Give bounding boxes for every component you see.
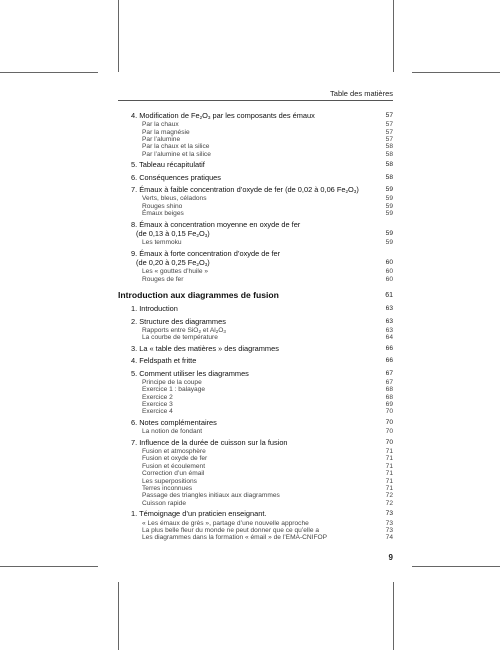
toc-page-number: 60 — [385, 268, 393, 276]
toc-entry-title: 8. Émaux à concentration moyenne en oxyde de fer — [131, 219, 301, 229]
toc-entry-title: Les superpositions — [142, 477, 197, 485]
toc-entry[interactable] — [118, 161, 393, 170]
crop-mark-bottom-right-h — [412, 566, 500, 567]
toc-page-number: 58 — [385, 161, 393, 169]
toc-entry-title: Par la chaux — [142, 121, 179, 129]
table-of-contents — [118, 112, 393, 542]
toc-page-number: 58 — [385, 150, 393, 158]
toc-page-number: 57 — [385, 112, 393, 119]
toc-entry-title: Les temmoku — [142, 239, 182, 247]
toc-subentry[interactable] — [118, 448, 393, 455]
toc-page-number: 69 — [385, 401, 393, 409]
toc-entry[interactable] — [118, 419, 393, 428]
toc-subentry[interactable] — [118, 334, 393, 341]
toc-page-number: 58 — [385, 173, 393, 181]
crop-mark-top-left-h — [0, 72, 98, 73]
toc-subentry[interactable] — [118, 500, 393, 507]
toc-entry[interactable] — [118, 370, 393, 379]
toc-page-number: 73 — [385, 510, 393, 518]
toc-subentry[interactable] — [118, 428, 393, 435]
toc-subentry[interactable] — [118, 327, 393, 334]
toc-entry-title: Exercice 3 — [142, 401, 173, 409]
toc-entry[interactable] — [118, 112, 393, 121]
crop-mark-top-left-v — [118, 0, 119, 72]
toc-entry-title: 4. Feldspath et fritte — [131, 356, 197, 366]
toc-page-number: 71 — [385, 477, 393, 485]
toc-page-number: 59 — [385, 195, 393, 203]
toc-entry-title: Rouges shino — [142, 202, 183, 210]
toc-page-number: 59 — [385, 186, 393, 194]
toc-entry-title: Fusion et atmosphère — [142, 448, 206, 456]
toc-subentry[interactable] — [118, 520, 393, 527]
toc-subentry[interactable] — [118, 478, 393, 485]
toc-subentry[interactable] — [118, 492, 393, 499]
toc-subentry[interactable] — [118, 534, 393, 541]
toc-entry-title: La notion de fondant — [142, 428, 203, 436]
toc-entry[interactable] — [118, 357, 393, 366]
toc-page-number: 59 — [385, 239, 393, 247]
toc-subentry[interactable] — [118, 401, 393, 408]
toc-entry-title: Les « gouttes d’huile » — [142, 268, 208, 276]
toc-entry-title: 7. Émaux à faible concentration d’oxyde de fer (de 0,02 à 0,06 $Fe_2O_3$) — [131, 185, 359, 195]
toc-subentry[interactable] — [118, 143, 393, 150]
crop-mark-bottom-left-v — [118, 582, 119, 650]
toc-entry[interactable] — [118, 174, 393, 183]
toc-page-number: 59 — [385, 210, 393, 218]
toc-entry-title: Rouges de fer — [142, 275, 184, 283]
toc-entry[interactable] — [118, 345, 393, 354]
toc-page-number: 63 — [385, 326, 393, 334]
toc-entry-title: Par la chaux et la silice — [142, 143, 210, 151]
toc-page-number: 73 — [385, 527, 393, 535]
toc-entry-title: Par la magnésie — [142, 128, 190, 136]
toc-entry-title: Fusion et oxyde de fer — [142, 455, 208, 463]
toc-entry-title: La courbe de température — [142, 334, 218, 342]
toc-subentry[interactable] — [118, 470, 393, 477]
toc-page-number: 63 — [385, 305, 393, 313]
toc-entry-title: Par l’alumine — [142, 136, 181, 144]
toc-subentry[interactable] — [118, 485, 393, 492]
toc-entry-title: 4. Modification de $Fe_2O_3$ par les composants des émaux — [131, 111, 315, 120]
toc-page-number: 57 — [385, 128, 393, 136]
toc-entry-title: Cuisson rapide — [142, 499, 186, 507]
toc-entry-title: « Les émaux de grès », partage d’une nouvelle approche — [142, 519, 309, 527]
toc-entry[interactable] — [118, 305, 393, 314]
toc-entry-title: 6. Notes complémentaires — [131, 418, 217, 428]
crop-mark-top-right-h — [412, 72, 500, 73]
toc-entry-title: Exercice 1 : balayage — [142, 386, 206, 394]
toc-page-number: 57 — [385, 121, 393, 129]
toc-entry-title: 3. La « table des matières » des diagrammes — [131, 343, 279, 353]
toc-entry-title: Terres inconnues — [142, 485, 193, 493]
toc-subentry[interactable] — [118, 527, 393, 534]
toc-entry-title: Par l’alumine et la silice — [142, 150, 211, 158]
toc-entry-title: 9. Émaux à forte concentration d’oxyde de fer — [131, 248, 281, 258]
toc-page-number: 72 — [385, 492, 393, 500]
toc-page-number: 59 — [385, 202, 393, 210]
toc-page-number: 60 — [385, 259, 393, 267]
toc-subentry[interactable] — [118, 210, 393, 217]
toc-page-number: 68 — [385, 393, 393, 401]
toc-part-title[interactable] — [118, 290, 393, 302]
toc-entry[interactable] — [118, 510, 393, 519]
toc-page-number: 59 — [385, 230, 393, 238]
toc-subentry[interactable] — [118, 136, 393, 143]
toc-entry-title: Les diagrammes dans la formation « émail » de l’EMA-CNIFOP — [142, 534, 328, 542]
toc-subentry[interactable] — [118, 455, 393, 462]
toc-page-number: 67 — [385, 369, 393, 377]
toc-entry-title: Rapports entre SiO$_2$ et $Al_2O_3$ — [142, 326, 226, 334]
toc-subentry[interactable] — [118, 463, 393, 470]
toc-entry[interactable] — [118, 186, 393, 195]
toc-entry-title: Introduction aux diagrammes de fusion — [118, 290, 279, 301]
toc-subentry[interactable] — [118, 386, 393, 393]
toc-page-number: 58 — [385, 143, 393, 151]
toc-subentry[interactable] — [118, 379, 393, 386]
toc-page-number: 70 — [385, 419, 393, 427]
toc-entry-title: 2. Structure des diagrammes — [131, 316, 226, 326]
toc-page-number: 67 — [385, 378, 393, 386]
toc-subentry[interactable] — [118, 268, 393, 275]
crop-mark-bottom-right-v — [393, 582, 394, 650]
toc-page-number: 71 — [385, 485, 393, 493]
toc-page-number: 63 — [385, 317, 393, 325]
toc-page-number: 71 — [385, 462, 393, 470]
running-head: Table des matières — [330, 89, 393, 98]
toc-page-number: 74 — [385, 534, 393, 542]
toc-entry-title: 5. Tableau récapitulatif — [131, 160, 205, 170]
toc-entry-title: Passage des triangles initiaux aux diagrammes — [142, 492, 280, 500]
toc-subentry[interactable] — [118, 151, 393, 158]
toc-subentry[interactable] — [118, 195, 393, 202]
toc-entry-title: Verts, bleus, céladons — [142, 195, 207, 203]
toc-entry-title: Correction d’un émail — [142, 470, 205, 478]
toc-entry-title: 1. Témoignage d’un praticien enseignant. — [131, 509, 267, 519]
toc-entry-title: (de 0,20 à 0,25 $Fe_2O_3$) — [136, 258, 210, 268]
toc-entry-title: Principe de la coupe — [142, 378, 202, 386]
toc-entry-title: La plus belle fleur du monde ne peut donner que ce qu’elle a — [142, 527, 320, 535]
page-number: 9 — [388, 553, 393, 562]
toc-subentry[interactable] — [118, 276, 393, 283]
toc-page-number: 60 — [385, 275, 393, 283]
toc-entry-title: Fusion et écoulement — [142, 462, 206, 470]
toc-page-number: 66 — [385, 344, 393, 352]
toc-entry-title: 5. Comment utiliser les diagrammes — [131, 368, 249, 378]
toc-entry-title: Exercice 4 — [142, 408, 173, 416]
toc-entry[interactable] — [118, 259, 393, 268]
toc-subentry[interactable] — [118, 121, 393, 128]
toc-subentry[interactable] — [118, 394, 393, 401]
toc-page-number: 57 — [385, 136, 393, 144]
toc-subentry[interactable] — [118, 129, 393, 136]
toc-entry-title: (de 0,13 à 0,15 $Fe_2O_3$) — [136, 229, 210, 239]
toc-page-number: 71 — [385, 455, 393, 463]
toc-entry-title: 7. Influence de la durée de cuisson sur la fusion — [131, 437, 288, 447]
toc-page-number: 73 — [385, 519, 393, 527]
crop-mark-bottom-left-h — [0, 566, 98, 567]
toc-subentry[interactable] — [118, 408, 393, 415]
toc-entry-title: Exercice 2 — [142, 393, 173, 401]
toc-page-number: 71 — [385, 470, 393, 478]
toc-page-number: 64 — [385, 334, 393, 342]
toc-subentry[interactable] — [118, 239, 393, 246]
toc-page-number: 68 — [385, 386, 393, 394]
crop-mark-top-right-v — [393, 0, 394, 72]
toc-page-number: 71 — [385, 448, 393, 456]
toc-entry-title: 1. Introduction — [131, 304, 178, 314]
toc-page-number: 70 — [385, 408, 393, 416]
header-rule — [118, 100, 393, 101]
toc-entry-title: Émaux beiges — [142, 210, 184, 218]
toc-entry-title: 6. Conséquences pratiques — [131, 172, 221, 182]
toc-entry[interactable] — [118, 230, 393, 239]
toc-page-number: 70 — [385, 428, 393, 436]
toc-entry[interactable] — [118, 318, 393, 327]
toc-page-number: 61 — [385, 292, 393, 300]
toc-page-number: 66 — [385, 357, 393, 365]
toc-page-number: 70 — [385, 438, 393, 446]
toc-page-number: 72 — [385, 499, 393, 507]
toc-entry[interactable] — [118, 439, 393, 448]
